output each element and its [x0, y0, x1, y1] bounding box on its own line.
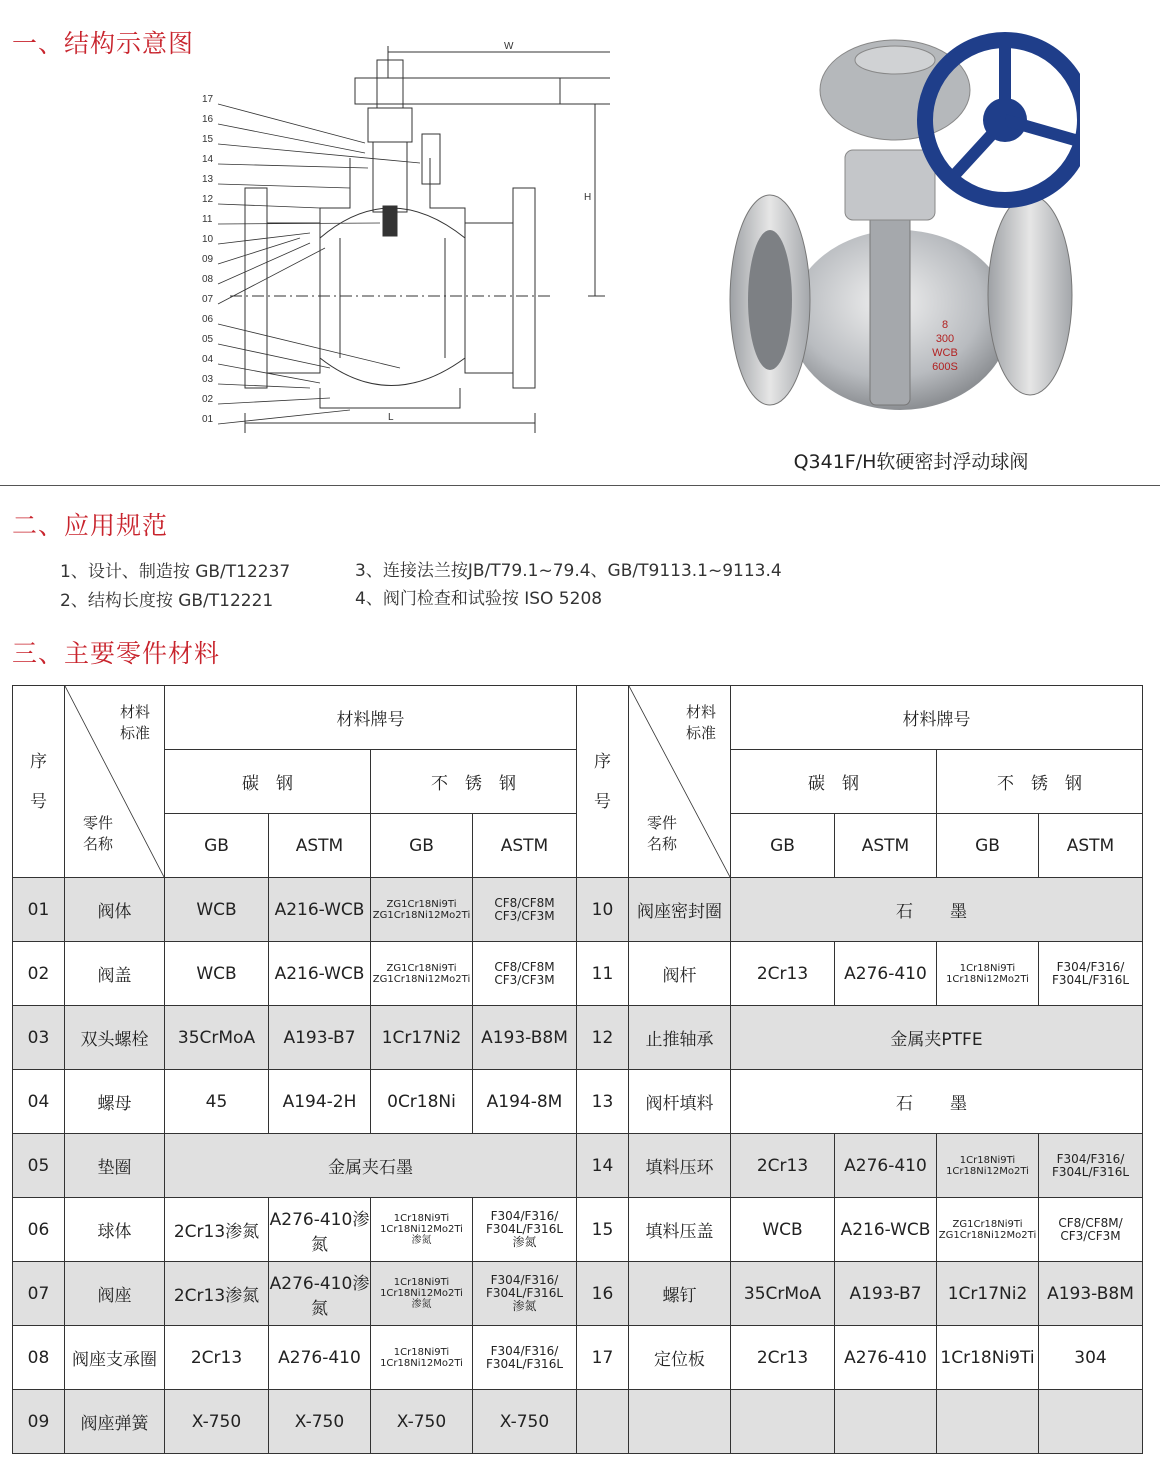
header-diagonal-right: 材料 标准 零件 名称	[629, 686, 731, 878]
stainless-gb-line: 1Cr17Ni2	[947, 1283, 1028, 1304]
stainless-astm-line: 304	[1074, 1347, 1107, 1368]
stainless-astm-line: F304L/F316L	[1051, 1164, 1130, 1179]
standard-item-1: 1、设计、制造按 GB/T12237	[60, 562, 291, 582]
stainless-gb	[371, 1070, 473, 1134]
header-stainless-right: 不 锈 钢	[937, 750, 1143, 814]
valve-structure-drawing	[190, 38, 610, 436]
section-title-structure: 一、结构示意图	[12, 29, 195, 58]
standard-item-3: 3、连接法兰按JB/T79.1~79.4、GB/T9113.1~9113.4	[355, 561, 782, 581]
stainless-astm	[473, 1070, 577, 1134]
standard-item-4: 4、阀门检查和试验按 ISO 5208	[355, 589, 603, 609]
header-gb: GB	[731, 814, 835, 878]
stainless-gb	[937, 942, 1039, 1006]
stainless-astm-line: CF3/CF3M	[494, 972, 555, 987]
carbon-gb: 2Cr13	[731, 1134, 835, 1198]
table-row	[13, 1134, 1143, 1198]
part-name: 螺钉	[629, 1262, 731, 1326]
carbon-astm: A276-410	[835, 1134, 937, 1198]
drawing-part-07: 07	[202, 294, 214, 305]
part-number: 06	[13, 1198, 65, 1262]
carbon-astm: A216-WCB	[269, 942, 371, 1006]
part-name: 阀盖	[65, 942, 165, 1006]
carbon-astm: A276-410渗氮	[269, 1198, 371, 1262]
part-number: 16	[577, 1262, 629, 1326]
stainless-astm-line: CF3/CF3M	[1060, 1228, 1121, 1243]
dimension-l-label: L	[388, 412, 394, 423]
part-name: 阀座	[65, 1262, 165, 1326]
part-number: 08	[13, 1326, 65, 1390]
stainless-astm-line: 渗氮	[512, 1299, 537, 1313]
part-number: 07	[13, 1262, 65, 1326]
drawing-part-13: 13	[202, 174, 214, 185]
stainless-astm-line: A194-8M	[486, 1091, 563, 1112]
part-name: 阀座支承圈	[65, 1326, 165, 1390]
part-name: 球体	[65, 1198, 165, 1262]
section-divider	[0, 485, 1160, 486]
stainless-gb-line: 1Cr18Ni12Mo2Ti	[380, 1224, 463, 1235]
carbon-astm: X-750	[269, 1390, 371, 1454]
stainless-gb-line: 1Cr18Ni9Ti	[959, 1154, 1016, 1166]
table-row	[13, 1262, 1143, 1326]
stainless-astm-line: 渗氮	[512, 1235, 537, 1249]
photo-mark-material: WCB	[932, 347, 958, 359]
part-number: 11	[577, 942, 629, 1006]
part-name: 双头螺栓	[65, 1006, 165, 1070]
header-astm: ASTM	[835, 814, 937, 878]
part-name: 垫圈	[65, 1134, 165, 1198]
stainless-astm	[473, 1390, 577, 1454]
stainless-astm-line: F304/F316/	[490, 1343, 559, 1358]
carbon-gb: 2Cr13	[731, 1326, 835, 1390]
part-name: 填料压环	[629, 1134, 731, 1198]
stainless-astm	[473, 1262, 577, 1326]
stainless-gb-line: ZG1Cr18Ni9Ti	[386, 962, 457, 974]
dimension-w-label: W	[504, 41, 514, 52]
part-number: 04	[13, 1070, 65, 1134]
stainless-gb-line: 渗氮	[411, 1299, 432, 1310]
carbon-gb: 45	[165, 1070, 269, 1134]
carbon-astm: A194-2H	[269, 1070, 371, 1134]
stainless-astm	[473, 1006, 577, 1070]
stainless-gb-line: 1Cr17Ni2	[381, 1027, 462, 1048]
part-name: 填料压盖	[629, 1198, 731, 1262]
stainless-astm-line: F304/F316/	[490, 1273, 559, 1287]
carbon-astm: A276-410	[269, 1326, 371, 1390]
stainless-astm-line: F304/F316/	[490, 1209, 559, 1223]
stainless-astm-line: CF3/CF3M	[494, 908, 555, 923]
drawing-part-14: 14	[202, 154, 214, 165]
header-gb: GB	[371, 814, 473, 878]
stainless-gb	[371, 1006, 473, 1070]
empty-cell	[731, 1390, 835, 1454]
merged-material: 石 墨	[731, 1070, 1143, 1134]
stainless-astm	[1039, 942, 1143, 1006]
header-gb: GB	[937, 814, 1039, 878]
stainless-astm-line: A193-B8M	[481, 1027, 568, 1048]
stainless-gb-line: 1Cr18Ni9Ti	[393, 1277, 450, 1288]
part-number: 12	[577, 1006, 629, 1070]
stainless-gb	[937, 1198, 1039, 1262]
header-seq: 序 号	[13, 686, 65, 878]
part-number: 09	[13, 1390, 65, 1454]
carbon-astm: A276-410渗氮	[269, 1262, 371, 1326]
stainless-gb-line: 0Cr18Ni	[387, 1091, 456, 1112]
header-astm: ASTM	[1039, 814, 1143, 878]
drawing-part-10: 10	[202, 234, 214, 245]
part-name: 止推轴承	[629, 1006, 731, 1070]
table-row	[13, 1390, 1143, 1454]
drawing-part-12: 12	[202, 194, 214, 205]
stainless-astm	[1039, 1326, 1143, 1390]
drawing-part-15: 15	[202, 134, 214, 145]
stainless-astm	[473, 942, 577, 1006]
part-name: 螺母	[65, 1070, 165, 1134]
merged-material: 石 墨	[731, 878, 1143, 942]
empty-cell	[577, 1390, 629, 1454]
drawing-part-11: 11	[202, 214, 213, 225]
section-title-standards: 二、应用规范	[12, 511, 169, 540]
drawing-part-17: 17	[202, 94, 214, 105]
stainless-astm	[1039, 1134, 1143, 1198]
photo-mark-class: 300	[935, 333, 955, 345]
carbon-gb: 35CrMoA	[731, 1262, 835, 1326]
stainless-gb-line: 1Cr18Ni9Ti	[393, 1213, 450, 1224]
carbon-gb: WCB	[731, 1198, 835, 1262]
part-number: 15	[577, 1198, 629, 1262]
drawing-part-03: 03	[202, 374, 214, 385]
carbon-gb: 35CrMoA	[165, 1006, 269, 1070]
stainless-astm-line: CF8/CF8M	[494, 959, 555, 974]
stainless-astm	[1039, 1262, 1143, 1326]
stainless-gb-line: ZG1Cr18Ni12Mo2Ti	[372, 973, 471, 985]
stainless-astm-line: F304L/F316L	[485, 1356, 564, 1371]
stainless-gb	[371, 1326, 473, 1390]
part-number: 03	[13, 1006, 65, 1070]
table-row	[13, 1070, 1143, 1134]
drawing-part-02: 02	[202, 394, 214, 405]
carbon-gb: 2Cr13渗氮	[165, 1198, 269, 1262]
part-number: 01	[13, 878, 65, 942]
stainless-gb	[371, 1198, 473, 1262]
stainless-gb	[371, 1262, 473, 1326]
stainless-astm	[473, 1326, 577, 1390]
empty-cell	[1039, 1390, 1143, 1454]
stainless-gb-line: 渗氮	[411, 1235, 432, 1246]
stainless-astm-line: CF8/CF8M/	[1058, 1215, 1123, 1230]
carbon-astm: A193-B7	[835, 1262, 937, 1326]
stainless-astm-line: F304L/F316L	[1051, 972, 1130, 987]
carbon-gb: X-750	[165, 1390, 269, 1454]
drawing-part-06: 06	[202, 314, 214, 325]
table-row	[13, 1198, 1143, 1262]
materials-table	[12, 685, 1143, 1454]
photo-mark-size: 8	[941, 319, 949, 331]
stainless-gb	[371, 878, 473, 942]
stainless-gb-line: 1Cr18Ni12Mo2Ti	[946, 1165, 1029, 1177]
stainless-gb	[937, 1326, 1039, 1390]
header-gb: GB	[165, 814, 269, 878]
stainless-gb-line: X-750	[396, 1411, 447, 1432]
carbon-gb: WCB	[165, 942, 269, 1006]
carbon-gb: 2Cr13渗氮	[165, 1262, 269, 1326]
header-astm: ASTM	[269, 814, 371, 878]
carbon-gb: 2Cr13	[165, 1326, 269, 1390]
dimension-h-label: H	[584, 192, 592, 203]
section-title-materials: 三、主要零件材料	[12, 639, 221, 668]
header-carbon: 碳 钢	[165, 750, 371, 814]
part-number: 10	[577, 878, 629, 942]
part-number: 05	[13, 1134, 65, 1198]
stainless-gb-line: 1Cr18Ni9Ti	[959, 962, 1016, 974]
part-number: 14	[577, 1134, 629, 1198]
empty-cell	[937, 1390, 1039, 1454]
stainless-astm-line: A193-B8M	[1047, 1283, 1134, 1304]
stainless-gb-line: ZG1Cr18Ni12Mo2Ti	[938, 1229, 1037, 1241]
carbon-gb: 2Cr13	[731, 942, 835, 1006]
stainless-astm	[473, 878, 577, 942]
stainless-gb	[371, 1390, 473, 1454]
part-name: 阀杆	[629, 942, 731, 1006]
stainless-gb-line: 1Cr18Ni9Ti	[940, 1347, 1035, 1368]
drawing-part-09: 09	[202, 254, 214, 265]
stainless-astm	[473, 1198, 577, 1262]
carbon-astm: A276-410	[835, 942, 937, 1006]
carbon-astm: A276-410	[835, 1326, 937, 1390]
part-number: 17	[577, 1326, 629, 1390]
standard-item-2: 2、结构长度按 GB/T12221	[60, 591, 274, 611]
stainless-astm-line: F304/F316/	[1056, 959, 1125, 974]
stainless-astm-line: CF8/CF8M	[494, 895, 555, 910]
stainless-gb-line: ZG1Cr18Ni12Mo2Ti	[372, 909, 471, 921]
part-name: 阀杆填料	[629, 1070, 731, 1134]
header-grade: 材料牌号	[165, 686, 577, 750]
stainless-gb-line: ZG1Cr18Ni9Ti	[952, 1218, 1023, 1230]
carbon-astm: A193-B7	[269, 1006, 371, 1070]
part-name: 定位板	[629, 1326, 731, 1390]
valve-product-photo	[720, 20, 1080, 420]
header-astm: ASTM	[473, 814, 577, 878]
photo-mark-code: 600S	[932, 361, 958, 373]
stainless-astm-line: X-750	[499, 1411, 550, 1432]
stainless-gb	[371, 942, 473, 1006]
merged-material: 金属夹石墨	[165, 1134, 577, 1198]
table-row	[13, 942, 1143, 1006]
part-name: 阀座弹簧	[65, 1390, 165, 1454]
header-carbon-right: 碳 钢	[731, 750, 937, 814]
carbon-astm: A216-WCB	[269, 878, 371, 942]
merged-material: 金属夹PTFE	[731, 1006, 1143, 1070]
stainless-gb	[937, 1134, 1039, 1198]
part-name: 阀体	[65, 878, 165, 942]
stainless-gb	[937, 1262, 1039, 1326]
header-stainless: 不 锈 钢	[371, 750, 577, 814]
stainless-gb-line: ZG1Cr18Ni9Ti	[386, 898, 457, 910]
drawing-part-04: 04	[202, 354, 214, 365]
stainless-gb-line: 1Cr18Ni12Mo2Ti	[380, 1288, 463, 1299]
part-number: 02	[13, 942, 65, 1006]
table-row	[13, 878, 1143, 942]
stainless-astm-line: F304L/F316L	[485, 1222, 564, 1236]
table-row	[13, 1006, 1143, 1070]
table-row	[13, 1326, 1143, 1390]
drawing-part-08: 08	[202, 274, 214, 285]
stainless-astm-line: F304L/F316L	[485, 1286, 564, 1300]
stainless-astm-line: F304/F316/	[1056, 1151, 1125, 1166]
stainless-astm	[1039, 1198, 1143, 1262]
stainless-gb-line: 1Cr18Ni12Mo2Ti	[380, 1357, 463, 1369]
header-seq-right: 序 号	[577, 686, 629, 878]
drawing-part-05: 05	[202, 334, 214, 345]
part-name: 阀座密封圈	[629, 878, 731, 942]
carbon-astm: A216-WCB	[835, 1198, 937, 1262]
empty-cell	[629, 1390, 731, 1454]
drawing-part-16: 16	[202, 114, 214, 125]
part-number: 13	[577, 1070, 629, 1134]
header-grade-right: 材料牌号	[731, 686, 1143, 750]
empty-cell	[835, 1390, 937, 1454]
carbon-gb: WCB	[165, 878, 269, 942]
stainless-gb-line: 1Cr18Ni12Mo2Ti	[946, 973, 1029, 985]
product-caption: Q341F/H软硬密封浮动球阀	[793, 451, 1029, 473]
header-diagonal: 材料 标准 零件 名称	[65, 686, 165, 878]
drawing-part-01: 01	[202, 414, 214, 425]
stainless-gb-line: 1Cr18Ni9Ti	[393, 1346, 450, 1358]
